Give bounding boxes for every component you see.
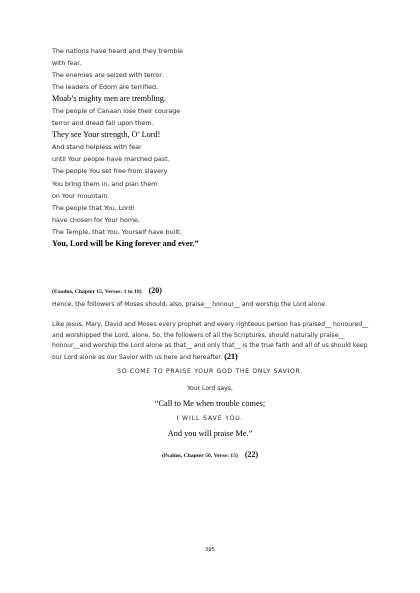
poem-line: The people that You, Lord!: [52, 203, 135, 212]
poem-line: And stand helpless with fear: [52, 143, 142, 152]
scripture-citation: [0, 444, 420, 462]
page-number: 395: [205, 547, 215, 553]
poem-line: The nations have heard and they tremble: [52, 47, 184, 55]
poem-line: Moab’s mighty men are trembling.: [52, 94, 166, 104]
poem-line-final: You, Lord will be King forever and ever.”: [52, 238, 199, 248]
poem-line: The Temple, that You, Yourself have built.: [52, 227, 182, 236]
poem-line: The leaders of Edom are terrified.: [52, 83, 159, 92]
poem-block: [52, 45, 382, 250]
citation-number: (20): [148, 286, 162, 295]
paragraph: [52, 320, 372, 363]
poem-line: on Your mountain.: [52, 191, 110, 200]
citation-reference: (Psalms, Chapter 50, Verse: 15): [161, 453, 238, 459]
paragraph-number: (21): [224, 351, 238, 361]
poem-line: The enemies are seized with terror.: [52, 71, 164, 80]
quote-line: And you will praise Me.”: [167, 429, 253, 438]
poem-line: The people You set free from slavery: [52, 167, 168, 176]
poem-line: They see Your strength, O’ Lord!: [52, 130, 161, 140]
quote-line: “Call to Me when trouble comes;: [154, 399, 266, 408]
quote-intro: Your Lord says,: [187, 385, 233, 392]
poem-line: The people of Canaan lose their courage: [52, 107, 181, 116]
poem-line: with fear.: [52, 59, 82, 68]
poem-line: have chosen for Your home,: [52, 215, 140, 224]
poem-line: terror and dread fall upon them.: [52, 119, 154, 128]
poem-line: until Your people have marched past.: [52, 155, 170, 164]
paragraph: Hence, the followers of Moses should, also, praise__ honour__ and worship the Lord alone.: [52, 301, 327, 308]
section-heading: SO COME TO PRAISE YOUR GOD THE ONLY SAVIOR.: [117, 368, 303, 375]
scripture-citation: [52, 280, 162, 298]
citation-reference: (Exodus, Chapter 15, Verses: 1 to 18): [52, 289, 142, 295]
poem-line: You bring them in, and plan them: [52, 179, 158, 188]
citation-number: (22): [244, 450, 259, 459]
quote-line: I WILL SAVE YOU.: [176, 415, 244, 422]
paragraph-text: Like Jesus, Mary, David and Moses every prophet and every righteous person has praised__ honoured__ and worshipped the Lord, alone. So, the followers of all the Scriptures, should naturally praise__ honour__and worship the Lord alone as that__ and only that__ is the true faith and all of us should keep our Lord alone as our Savior with us here and hereafter.: [52, 321, 369, 361]
